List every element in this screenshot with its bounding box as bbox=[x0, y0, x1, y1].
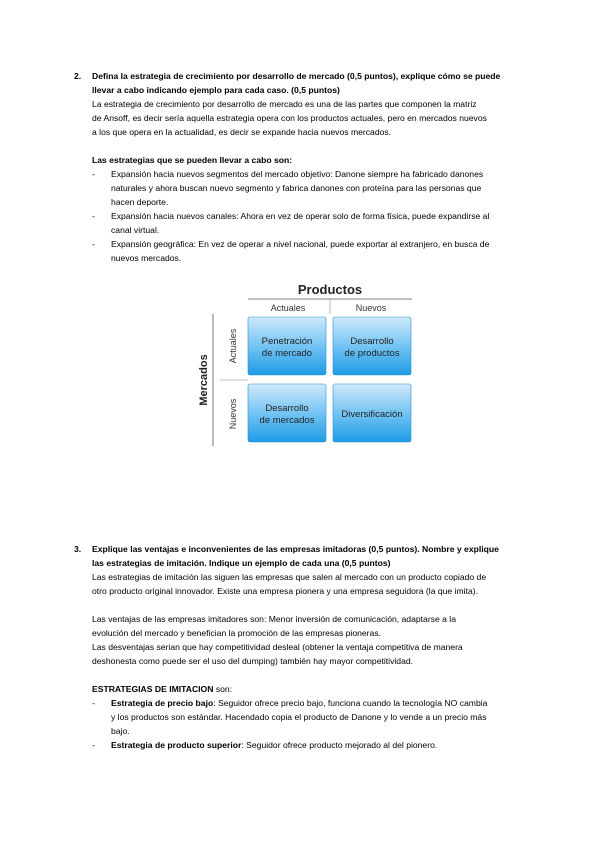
ansoff-matrix bbox=[196, 278, 412, 450]
cell-desarrollo-productos-line1: Desarrollo bbox=[350, 336, 394, 347]
question-2-title-line1: Defina la estrategia de crecimiento por desarrollo de mercado (0,5 puntos), explique cómo se puede bbox=[92, 71, 501, 81]
matrix-title: Productos bbox=[297, 282, 363, 297]
q2-paragraph-line3: a los que opera en la actualidad, es decir se expande hacia nuevos mercados. bbox=[92, 127, 392, 137]
q3-bullet1-bold: Estrategia de precio bajo bbox=[111, 698, 214, 708]
cell-penetracion-line2: de mercado bbox=[261, 348, 313, 359]
q3-paragraph1-line2: otro producto original innovador. Existe una empresa pionera y una empresa seguidora (la que imita). bbox=[92, 586, 478, 596]
cell-desarrollo-mercados-line1: Desarrollo bbox=[265, 403, 309, 414]
q3-bullet1-rest: : Seguidor ofrece precio bajo, funciona cuando la tecnología NO cambia bbox=[213, 698, 488, 708]
q2-paragraph-line2: de Ansoff, es decir sería aquella estrategia opera con los productos actuales, pero en mercados nuevos bbox=[92, 113, 487, 123]
bullet-dash: - bbox=[92, 169, 95, 179]
q3-bullet1-line1 bbox=[111, 697, 487, 710]
matrix-row-actuales: Actuales bbox=[228, 328, 238, 364]
matrix-col-actuales: Actuales bbox=[270, 303, 306, 313]
q3-imitation-heading-bold: ESTRATEGIAS DE IMITACION bbox=[92, 684, 214, 694]
question-2-number: 2. bbox=[74, 71, 82, 81]
q2-strategies-heading: Las estrategias que se pueden llevar a cabo son: bbox=[92, 155, 293, 165]
q2-bullet1-line2: naturales y ahora buscan nuevo segmento y fabrica danones con proteína para las personas que bbox=[111, 183, 482, 193]
q3-paragraph2-line2: evolución del mercado y benefician la promoción de las empresas pioneras. bbox=[92, 628, 382, 638]
q3-bullet2-rest: : Seguidor ofrece producto mejorado al del pionero. bbox=[241, 740, 438, 750]
q3-bullet1-line3: bajo. bbox=[111, 726, 130, 736]
q3-paragraph3-line2: deshonesta como puede ser el uso del dumping) también hay mayor competitividad. bbox=[92, 656, 414, 666]
matrix-row-title: Mercados bbox=[198, 354, 210, 406]
q2-bullet1-line3: hacen deporte. bbox=[111, 197, 169, 207]
bullet-dash: - bbox=[92, 740, 95, 750]
q2-bullet2-line2: canal virtual. bbox=[111, 225, 160, 235]
q3-bullet2-line1 bbox=[111, 739, 437, 752]
q2-paragraph-line1: La estrategia de crecimiento por desarrollo de mercado es una de las partes que componen la matriz bbox=[92, 99, 477, 109]
bullet-dash: - bbox=[92, 698, 95, 708]
bullet-dash: - bbox=[92, 211, 95, 221]
q3-bullet2-bold: Estrategia de producto superior bbox=[111, 740, 242, 750]
cell-desarrollo-mercados-line2: de mercados bbox=[259, 415, 315, 426]
cell-desarrollo-productos-line2: de productos bbox=[344, 348, 400, 359]
cell-penetracion-line1: Penetración bbox=[261, 336, 313, 347]
q3-imitation-heading-rest: son: bbox=[213, 684, 233, 694]
bullet-dash: - bbox=[92, 239, 95, 249]
question-3-number: 3. bbox=[74, 544, 82, 554]
q2-bullet3-line1: Expansión geográfica: En vez de operar a nivel nacional, puede exportar al extranjero, en busca de bbox=[111, 239, 490, 249]
question-3-title-line2: las estrategias de imitación. Indique un ejemplo de cada una (0,5 puntos) bbox=[92, 558, 391, 568]
matrix-row-nuevos: Nuevos bbox=[228, 398, 238, 430]
q3-paragraph1-line1: Las estrategias de imitación las siguen las empresas que salen al mercado con un producto copiado de bbox=[92, 572, 487, 582]
cell-diversificacion-label: Diversificación bbox=[341, 409, 403, 420]
q2-bullet1-line1: Expansión hacia nuevos segmentos del mercado objetivo: Danone siempre ha fabricado danones bbox=[111, 169, 484, 179]
question-3-title-line1: Explique las ventajas e inconvenientes de las empresas imitadoras (0,5 puntos). Nombre y explique bbox=[92, 544, 499, 554]
matrix-col-nuevos: Nuevos bbox=[355, 303, 387, 313]
q3-imitation-heading bbox=[92, 683, 232, 696]
q2-bullet2-line1: Expansión hacia nuevos canales: Ahora en vez de operar solo de forma física, puede expandirse al bbox=[111, 211, 490, 221]
q3-bullet1-line2: y los productos son estándar. Hacendado copia el producto de Danone y lo vende a un precio más bbox=[111, 712, 487, 722]
question-2-title-line2: llevar a cabo indicando ejemplo para cada caso. (0,5 puntos) bbox=[92, 85, 340, 95]
q2-bullet3-line2: nuevos mercados. bbox=[111, 253, 182, 263]
q3-paragraph3-line1: Las desventajas serian que hay competitividad desleal (obtener la ventaja competitiva de manera bbox=[92, 642, 463, 652]
q3-paragraph2-line1: Las ventajas de las empresas imitadores son: Menor inversión de comunicación, adaptarse a la bbox=[92, 614, 456, 624]
